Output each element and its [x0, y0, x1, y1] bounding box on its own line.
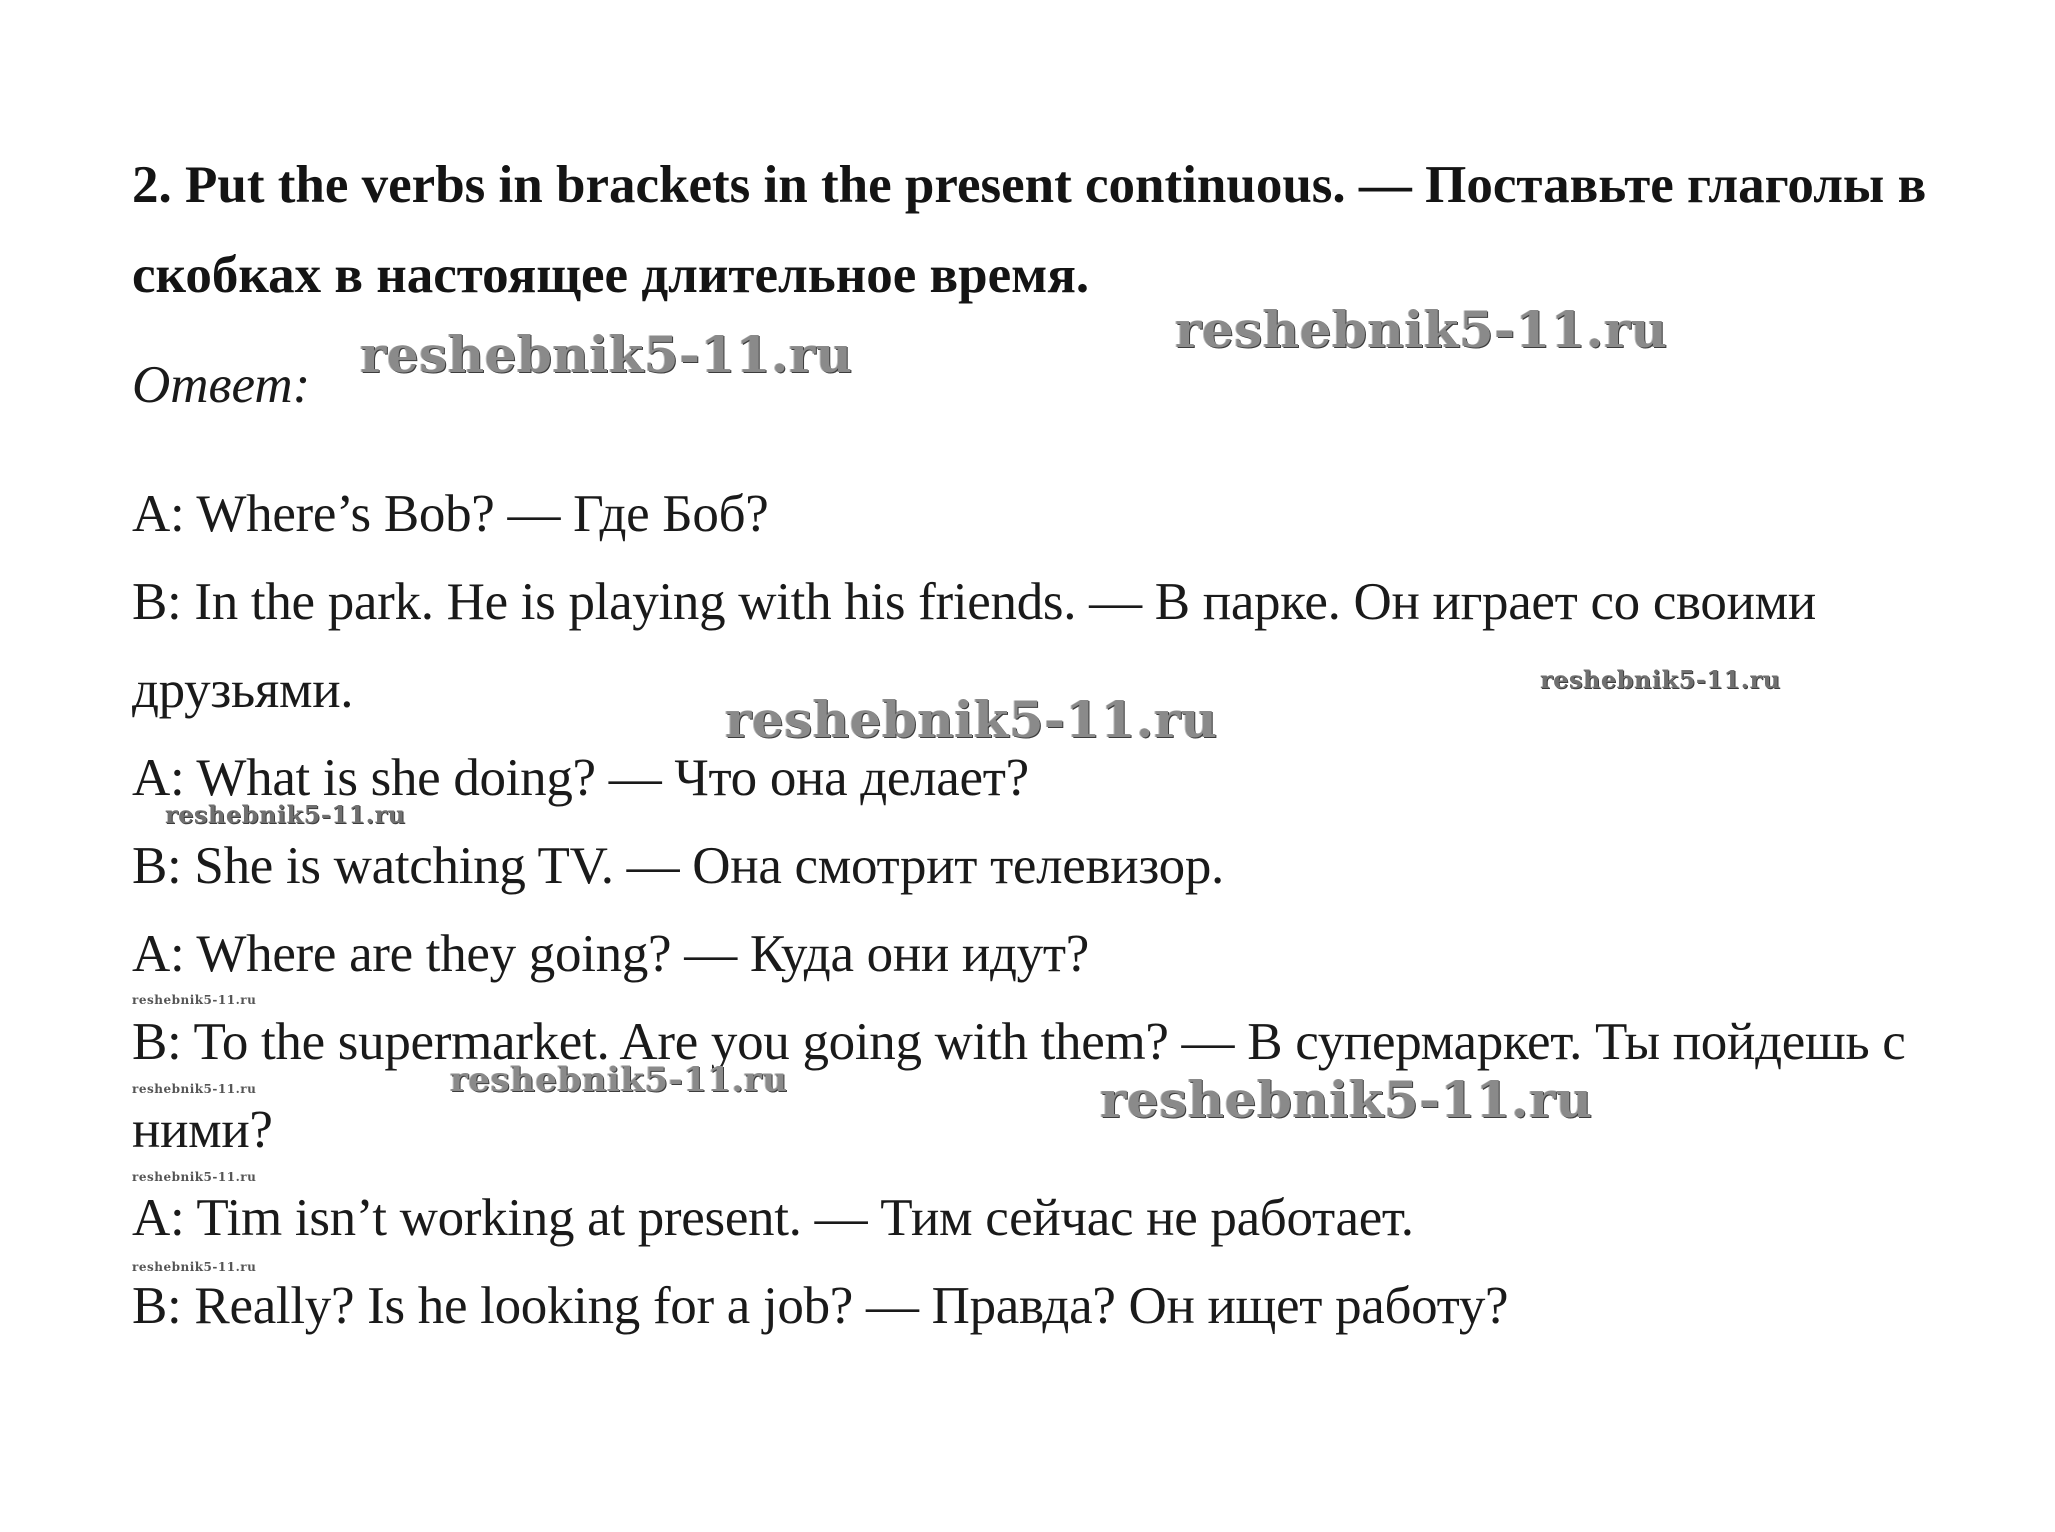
dialogue-line: B: Really? Is he looking for a job? — Правда? Он ищет работу?: [132, 1277, 1509, 1335]
dialogue-line: B: To the supermarket. Are you going with them? — В супермаркет. Ты пойдешь с ними?: [132, 1013, 1906, 1159]
watermark: reshebnik5-11.ru: [1175, 300, 1668, 359]
watermark: reshebnik5-11.ru: [1100, 1070, 1593, 1129]
watermark: reshebnik5-11.ru: [450, 1060, 788, 1100]
watermark: reshebnik5-11.ru: [132, 1260, 257, 1274]
watermark: reshebnik5-11.ru: [132, 1170, 257, 1184]
dialogue-line: B: She is watching TV. — Она смотрит телевизор.: [132, 837, 1224, 895]
watermark: reshebnik5-11.ru: [132, 1082, 257, 1096]
dialogue-line: A: Where are they going? — Куда они идут?: [132, 925, 1089, 983]
dialogue-line: A: Where’s Bob? — Где Боб?: [132, 485, 769, 543]
task-heading: 2. Put the verbs in brackets in the present continuous. — Поставьте глаголы в скобках в настоящее длительное время.: [132, 156, 1927, 304]
watermark: reshebnik5-11.ru: [165, 800, 406, 829]
dialogue-line: A: Tim isn’t working at present. — Тим сейчас не работает.: [132, 1189, 1414, 1247]
dialogue-line: B: In the park. He is playing with his friends. — В парке. Он играет со своими друзьями.: [132, 573, 1816, 719]
watermark: reshebnik5-11.ru: [360, 325, 853, 384]
answer-label: Ответ:: [132, 356, 311, 414]
watermark: reshebnik5-11.ru: [725, 690, 1218, 749]
dialogue: [132, 470, 1922, 1350]
dialogue-line: A: What is she doing? — Что она делает?: [132, 749, 1029, 807]
watermark: reshebnik5-11.ru: [132, 993, 257, 1007]
watermark: reshebnik5-11.ru: [1540, 665, 1781, 694]
